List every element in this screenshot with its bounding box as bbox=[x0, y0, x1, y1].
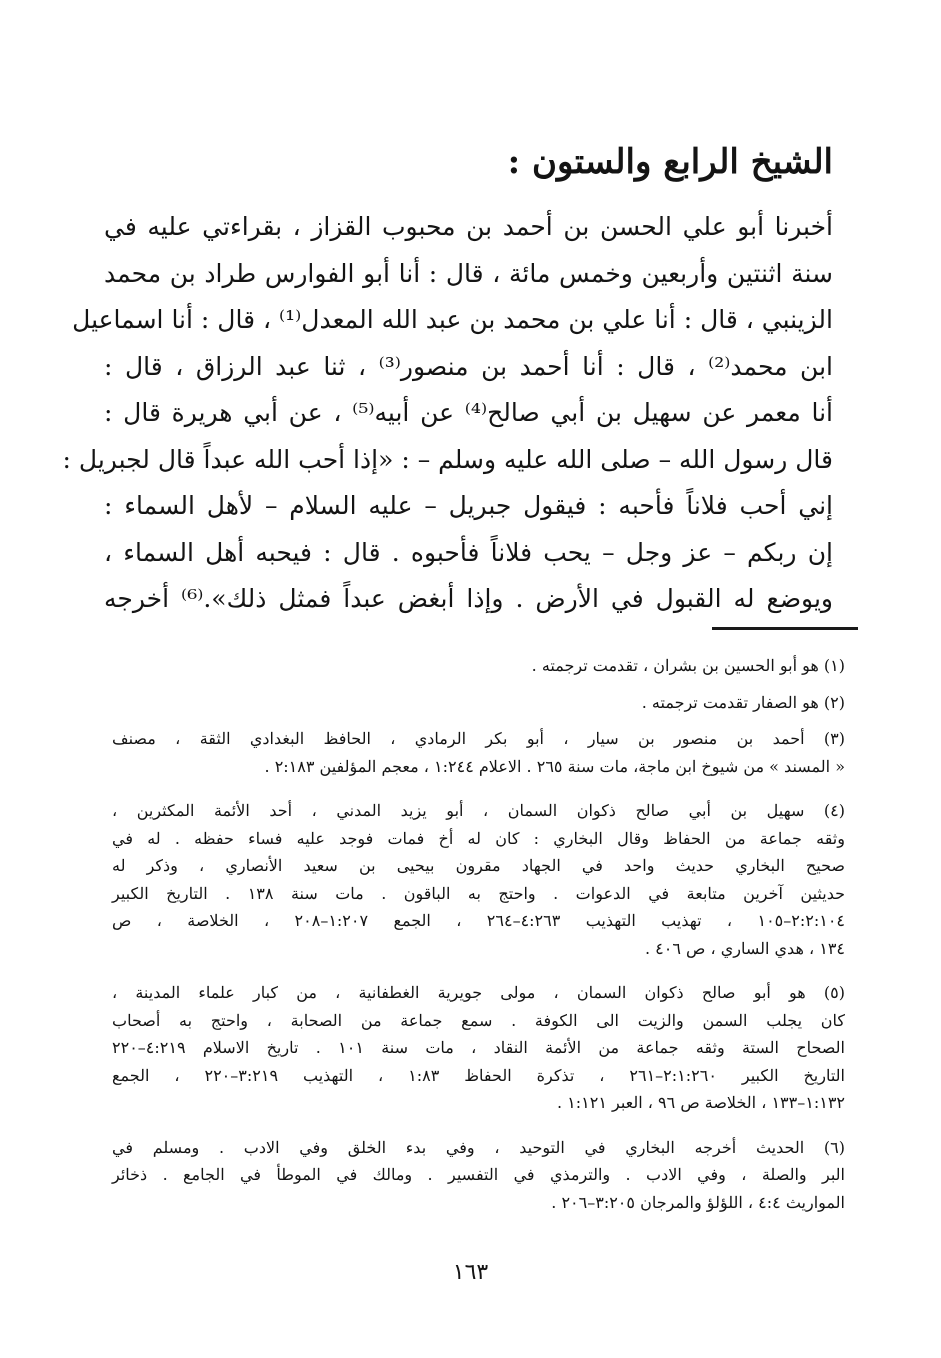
footnote-2 bbox=[112, 689, 845, 717]
footnote-line: كان يجلب السمن والزيت الى الكوفة . سمع جماعة من الصحابة ، واحتج به أصحاب bbox=[112, 1010, 845, 1030]
footnote-separator bbox=[712, 627, 858, 630]
footnote-line: ١:١٣٢–١٣٣ ، الخلاصة ص ٩٦ ، العبر ١:١٢١ . bbox=[556, 1093, 845, 1112]
page-number: ١٦٣ bbox=[452, 1260, 489, 1285]
footnote-4 bbox=[112, 797, 845, 962]
footnote-line: التاريخ الكبير ٢:١:٢٦٠–٢٦١ ، تذكرة الحفاظ ١:٨٣ ، التهذيب ٣:٢١٩–٢٢٠ ، الجمع bbox=[112, 1065, 845, 1085]
footnote-line: (٦) الحديث أخرجه البخاري في التوحيد ، وفي بدء الخلق وفي الادب . ومسلم في bbox=[112, 1137, 845, 1157]
hadith-text bbox=[62, 204, 833, 623]
footnote-line: البر والصلة ، وفي الادب . والترمذي في التفسير . ومالك في الموطأ في الجامع . ذخائر bbox=[112, 1165, 845, 1184]
footnote-line: (٤) سهيل بن أبي صالح ذكوان السمان ، أبو يزيد المدني ، أحد الأئمة المكثرين ، bbox=[112, 801, 845, 820]
footnote-line: (٣) أحمد بن منصور بن سيار ، أبو بكر الرمادي ، الحافظ البغدادي الثقة ، مصنف bbox=[112, 729, 845, 748]
footnote-line: « المسند » من شيوخ ابن ماجة، مات سنة ٢٦٥ . الاعلام ١:٢٤٤ ، معجم المؤلفين ٢:١٨٣ . bbox=[264, 756, 845, 776]
body-line: أنا معمر عن سهيل بن أبي صالح⁽⁴⁾ عن أبيه⁽⁵⁾ ، عن أبي هريرة قال : bbox=[104, 398, 833, 427]
footnote-5 bbox=[112, 979, 845, 1117]
footnote-line: وثقه جماعة من الحفاظ وقال البخاري : كان له أخ فمات فوجد عليه فساء حفظه . له في bbox=[112, 828, 845, 848]
footnote-line: حديثين آخرين متابعة في الدعوات . واحتج به الباقون . مات سنة ١٣٨ . التاريخ الكبير bbox=[112, 883, 846, 903]
footnotes bbox=[112, 652, 845, 1216]
section-heading: الشيخ الرابع والستون : bbox=[507, 142, 833, 182]
footnote-line: المواريث ٤:٤ ، اللؤلؤ والمرجان ٣:٢٠٥–٢٠٦ . bbox=[551, 1192, 845, 1212]
footnote-6 bbox=[112, 1134, 845, 1217]
footnote-line: (١) هو أبو الحسين بن بشران ، تقدمت ترجمته . bbox=[531, 656, 845, 675]
footnote-line: ١٣٤ ، هدي الساري ، ص ٤٠٦ . bbox=[645, 938, 845, 958]
footnote-line: (٥) هو أبو صالح ذكوان السمان ، مولى جويرية الغطفانية ، من كبار علماء المدينة ، bbox=[112, 983, 845, 1002]
body-line: إني أحب فلاناً فأحبه : فيقول جبريل – عليه السلام – لأهل السماء : bbox=[104, 491, 833, 520]
footnote-line: صحيح البخاري حديث واحد في الجهاد مقرون بيحيى بن سعيد الأنصاري ، وذكر له bbox=[112, 856, 845, 875]
body-line: أخبرنا أبو علي الحسن بن أحمد بن محبوب القزاز ، بقراءتي عليه في bbox=[104, 212, 833, 241]
body-line: ابن محمد⁽²⁾ ، قال : أنا أحمد بن منصور⁽³⁾ ، ثنا عبد الرزاق ، قال : bbox=[104, 351, 833, 381]
body-line: سنة اثنتين وأربعين وخمس مائة ، قال : أنا أبو الفوارس طراد بن محمد bbox=[104, 258, 833, 288]
body-line: قال رسول الله – صلى الله عليه وسلم – : «إذا أحب الله عبداً قال لجبريل : bbox=[62, 444, 833, 474]
footnote-line: (٢) هو الصفار تقدمت ترجمته . bbox=[641, 692, 845, 712]
footnote-1 bbox=[112, 652, 845, 680]
footnote-3 bbox=[112, 725, 845, 780]
body-line: إن ربكم – عز وجل – يحب فلاناً فأحبوه . قال : فيحبه أهل السماء ، bbox=[104, 537, 833, 567]
footnote-line: الصحاح الستة وثقه جماعة من الأئمة النقاد ، مات سنة ١٠١ . تاريخ الاسلام ٤:٢١٩–٢٢٠ bbox=[112, 1038, 845, 1057]
body-line: الزينبي ، قال : أنا علي بن محمد بن عبد الله المعدل⁽¹⁾ ، قال : أنا اسماعيل bbox=[72, 305, 833, 334]
body-line: ويوضع له القبول في الأرض . وإذا أبغض عبداً فمثل ذلك».⁽⁶⁾ أخرجه bbox=[104, 584, 833, 613]
footnote-line: ٢:٢:١٠٤–١٠٥ ، تهذيب التهذيب ٤:٢٦٣–٢٦٤ ، الجمع ١:٢٠٧–٢٠٨ ، الخلاصة ، ص bbox=[112, 911, 845, 930]
